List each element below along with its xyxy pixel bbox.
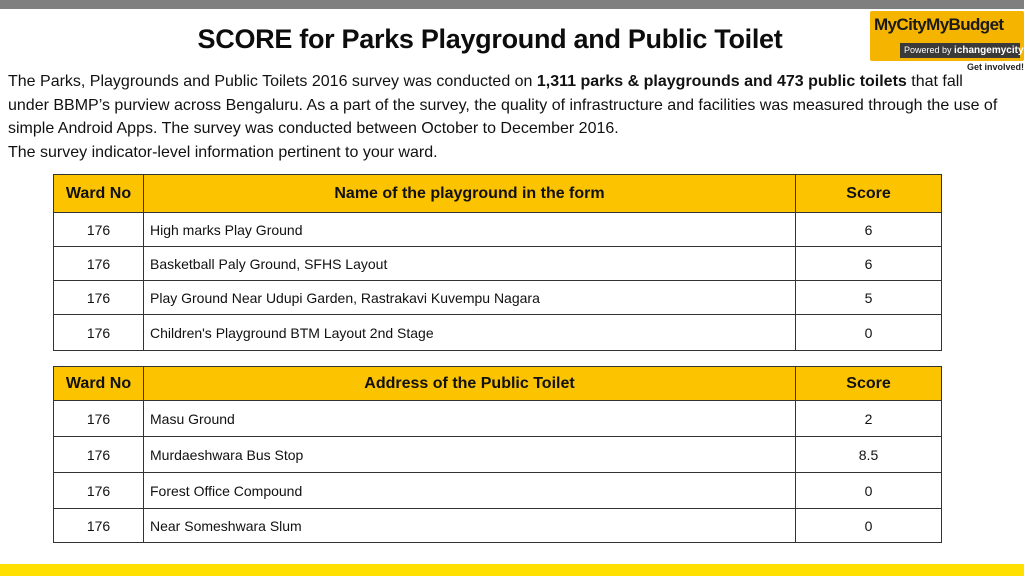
cell-ward: 176 xyxy=(54,213,144,247)
intro-part1: The Parks, Playgrounds and Public Toilets 2016 survey was conducted on xyxy=(8,73,537,90)
intro-text xyxy=(8,70,1008,164)
cell-ward: 176 xyxy=(54,401,144,437)
cell-name: Murdaeshwara Bus Stop xyxy=(144,437,796,473)
cell-name: Forest Office Compound xyxy=(144,473,796,509)
table-row xyxy=(54,473,942,509)
logo-box xyxy=(870,11,1024,61)
top-bar xyxy=(0,0,1024,9)
logo-powered-by: Powered by xyxy=(904,45,952,55)
header-playground-name: Name of the playground in the form xyxy=(144,175,796,213)
header-score: Score xyxy=(796,367,942,401)
cell-name: Play Ground Near Udupi Garden, Rastrakavi Kuvempu Nagara xyxy=(144,281,796,315)
logo-brand: ichangemycity xyxy=(954,45,1024,56)
table-row xyxy=(54,247,942,281)
table-header-row xyxy=(54,175,942,213)
header-ward-no: Ward No xyxy=(54,175,144,213)
cell-score: 0 xyxy=(796,509,942,543)
cell-score: 5 xyxy=(796,281,942,315)
cell-name: Basketball Paly Ground, SFHS Layout xyxy=(144,247,796,281)
cell-name: Near Someshwara Slum xyxy=(144,509,796,543)
cell-name: High marks Play Ground xyxy=(144,213,796,247)
table-header-row xyxy=(54,367,942,401)
cell-name: Children's Playground BTM Layout 2nd Stage xyxy=(144,315,796,351)
cell-ward: 176 xyxy=(54,281,144,315)
header-ward-no: Ward No xyxy=(54,367,144,401)
logo xyxy=(870,11,1024,73)
table-row xyxy=(54,437,942,473)
table-row xyxy=(54,509,942,543)
table-row xyxy=(54,315,942,351)
logo-main-text: MyCityMyBudget xyxy=(874,15,1004,34)
cell-score: 6 xyxy=(796,213,942,247)
cell-score: 2 xyxy=(796,401,942,437)
cell-ward: 176 xyxy=(54,437,144,473)
toilet-table xyxy=(53,366,942,543)
cell-score: 6 xyxy=(796,247,942,281)
page-title: SCORE for Parks Playground and Public Toilet xyxy=(197,24,783,54)
cell-ward: 176 xyxy=(54,247,144,281)
table-row xyxy=(54,401,942,437)
cell-ward: 176 xyxy=(54,509,144,543)
intro-line2: The survey indicator-level information pertinent to your ward. xyxy=(8,143,438,161)
cell-score: 0 xyxy=(796,473,942,509)
cell-ward: 176 xyxy=(54,473,144,509)
cell-score: 0 xyxy=(796,315,942,351)
logo-strip xyxy=(900,43,1024,58)
playground-table xyxy=(53,174,942,351)
logo-tagline: Get involved! xyxy=(966,62,1024,72)
cell-name: Masu Ground xyxy=(144,401,796,437)
header-toilet-address: Address of the Public Toilet xyxy=(144,367,796,401)
intro-paragraph xyxy=(8,70,1008,141)
intro-part2: that fall under BBMP’s purview across Bengaluru. As a part of the survey, the quality of infrastructure and facilities was measured through the use of simple Android Apps. The survey was conducted between October to December 2016. xyxy=(8,73,998,137)
intro-bold: 1,311 parks & playgrounds and 473 public toilets xyxy=(536,73,907,90)
cell-ward: 176 xyxy=(54,315,144,351)
header-score: Score xyxy=(796,175,942,213)
cell-score: 8.5 xyxy=(796,437,942,473)
table-row xyxy=(54,281,942,315)
table-row xyxy=(54,213,942,247)
bottom-bar xyxy=(0,564,1024,576)
